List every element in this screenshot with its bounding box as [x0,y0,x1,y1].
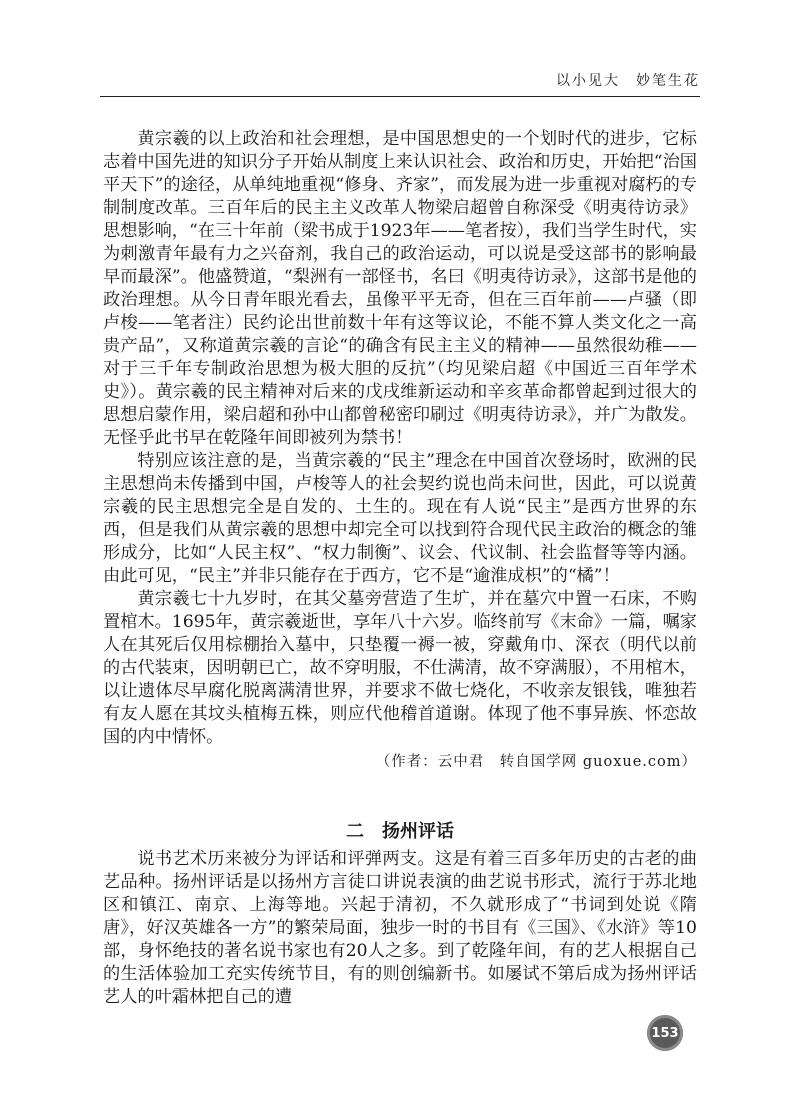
page-body [103,128,697,1009]
section-heading: 二 扬州评话 [346,821,454,842]
source-attribution: （作者：云中君 转自国学网 guoxue.com） [375,754,697,770]
body-paragraph: 黄宗羲七十九岁时，在其父墓旁营造了生圹，并在墓穴中置一石床，不购置棺木。1695年，黄宗羲逝世，享年八十六岁。临终前写《末命》一篇，嘱家人在其死后仅用棕棚抬入墓中，只垫覆一褥一被，穿戴角巾、深衣（明代以前的古代装束，因明朝已亡，故不穿明服，不仕满清，故不穿满服），不用棺木，以让遗体尽早腐化脱离满清世界，并要求不做七烧化，不收亲友银钱，唯独若有友人愿在其坟头植梅五株，则应代他稽首道谢。体现了他不事异族、怀恋故国的内中情怀。 [103,589,697,747]
running-header [100,60,700,97]
page-number-badge [647,1015,683,1051]
running-title: 以小见大 妙笔生花 [556,73,700,89]
page-number: 153 [651,1025,679,1041]
body-paragraph: 黄宗羲的以上政治和社会理想，是中国思想史的一个划时代的进步，它标志着中国先进的知识分子开始从制度上来认识社会、政治和历史，开始把“治国平天下”的途径，从单纯地重视“修身、齐家”，而发展为进一步重视对腐朽的专制制度改革。三百年后的民主主义改革人物梁启超曾自称深受《明夷待访录》思想影响，“在三十年前（梁书成于1923年——笔者按），我们当学生时代，实为刺激青年最有力之兴奋剂，我自己的政治运动，可以说是受这部书的影响最早而最深”。他盛赞道，“梨洲有一部怪书，名曰《明夷待访录》，这部书是他的政治理想。从今日青年眼光看去，虽像平平无奇，但在三百年前——卢骚（即卢梭——笔者注）民约论出世前数十年有这等议论，不能不算人类文化之一高贵产品”，又称道黄宗羲的言论“的确含有民主主义的精神——虽然很幼稚——对于三千年专制政治思想为极大胆的反抗”（均见梁启超《中国近三百年学术史》）。黄宗羲的民主精神对后来的戊戌维新运动和辛亥革命都曾起到过很大的思想启蒙作用，梁启超和孙中山都曾秘密印刷过《明夷待访录》，并广为散发。无怪乎此书早在乾隆年间即被列为禁书！ [103,129,697,448]
body-paragraph: 特别应该注意的是，当黄宗羲的“民主”理念在中国首次登场时，欧洲的民主思想尚未传播到中国，卢梭等人的社会契约说也尚未问世，因此，可以说黄宗羲的民主思想完全是自发的、土生的。现在有人说“民主”是西方世界的东西，但是我们从黄宗羲的思想中却完全可以找到符合现代民主政治的概念的雏形成分，比如“人民主权”、“权力制衡”、议会、代议制、社会监督等等内涵。由此可见，“民主”并非只能存在于西方，它不是“逾淮成枳”的“橘”！ [103,451,697,586]
body-paragraph: 说书艺术历来被分为评话和评弹两支。这是有着三百多年历史的古老的曲艺品种。扬州评话是以扬州方言徒口讲说表演的曲艺说书形式，流行于苏北地区和镇江、南京、上海等地。兴起于清初，不久就形成了“书词到处说《隋唐》，好汉英雄各一方”的繁荣局面，独步一时的书目有《三国》、《水浒》等10部，身怀绝技的著名说书家也有20人之多。到了乾隆年间，有的艺人根据自己的生活体验加工充实传统节目，有的则创编新书。如屡试不第后成为扬州评话艺人的叶霜林把自己的遭 [103,849,697,1007]
